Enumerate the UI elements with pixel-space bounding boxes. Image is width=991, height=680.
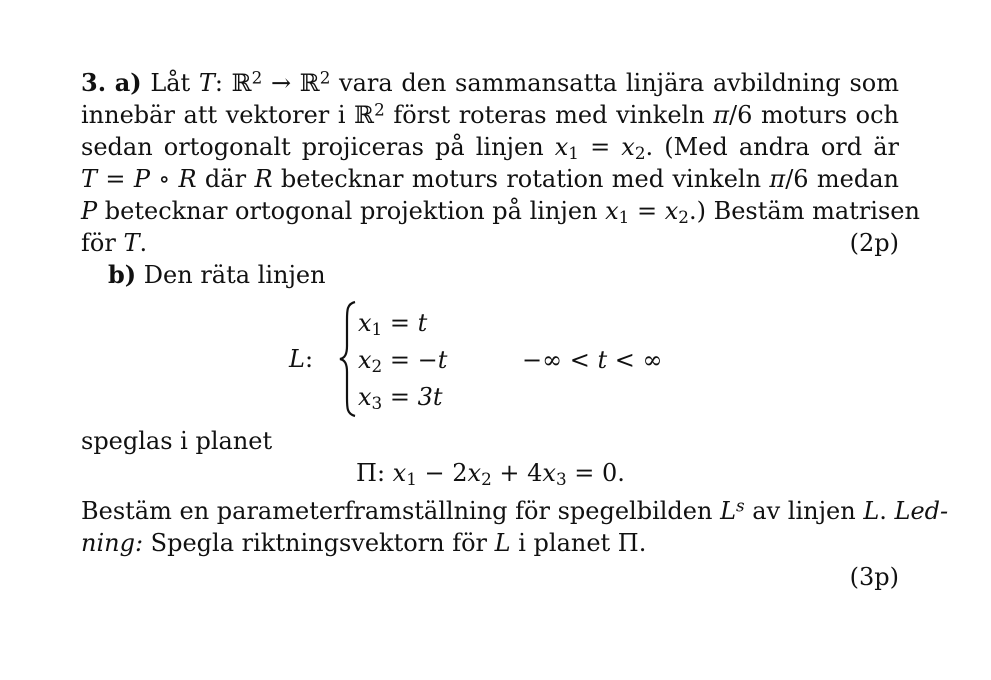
subscript: 1: [568, 143, 579, 164]
text: innebär att vektorer i ℝ: [81, 101, 375, 129]
system-name: [289, 343, 313, 375]
math-x: x: [392, 459, 407, 487]
text: betecknar moturs rotation med vinkeln: [272, 165, 770, 193]
plane-equation: [356, 457, 625, 489]
text: /6 moturs och: [729, 101, 900, 129]
superscript: 2: [251, 67, 263, 88]
text: .) Bestäm matrisen: [688, 197, 920, 225]
text: /6 medan: [785, 165, 899, 193]
subscript: 1: [406, 469, 417, 490]
math-T: T: [81, 165, 98, 193]
math-L: L: [863, 497, 880, 525]
text: .: [879, 497, 895, 525]
text: → ℝ: [262, 69, 320, 97]
text: Spegla riktningsvektorn för: [143, 529, 495, 557]
text: =: [97, 165, 134, 193]
part-b-points: (3p): [849, 563, 899, 591]
math-R: R: [254, 165, 273, 193]
text: för: [81, 229, 124, 257]
subscript: 2: [678, 207, 689, 228]
math-x: x: [467, 459, 482, 487]
math-P: P: [81, 197, 98, 225]
math-T: T: [198, 69, 215, 97]
math-R: R: [178, 165, 197, 193]
math-P: P: [133, 165, 150, 193]
text: där: [196, 165, 255, 193]
part-a-line-3: [81, 131, 899, 163]
math-x: x: [605, 197, 619, 225]
equation-rhs: = 3t: [382, 383, 443, 411]
math-x: x: [554, 133, 569, 161]
text: :: [304, 345, 314, 373]
math-L: L: [494, 529, 511, 557]
part-a-line-4: [81, 163, 899, 195]
text: sedan ortogonalt projiceras på linjen: [81, 133, 555, 161]
subscript: 2: [371, 356, 383, 377]
equation-rhs: = t: [382, 309, 428, 337]
math-x: x: [664, 197, 679, 225]
math-x: x: [542, 459, 556, 487]
subscript: 2: [481, 469, 492, 490]
text: . (Med andra ord är: [645, 133, 899, 161]
part-b-intro: [108, 259, 808, 291]
math-T: T: [123, 229, 140, 257]
part-b-label: b): [108, 260, 137, 289]
part-a-line-1: [81, 67, 899, 99]
plane-name: Π: [356, 459, 377, 487]
left-brace: [337, 300, 359, 418]
text: Låt: [150, 69, 199, 97]
part-a-points: (2p): [849, 229, 899, 257]
part-a-line-5: [81, 195, 920, 228]
text: i planet Π.: [510, 529, 647, 557]
text: = 0.: [566, 459, 625, 487]
superscript: s: [736, 495, 745, 516]
math-L: L: [720, 497, 737, 525]
math-L: L: [289, 345, 305, 373]
hint-label: ning:: [81, 529, 144, 557]
math-x: x: [358, 346, 372, 374]
math-pi: π: [713, 101, 730, 129]
text: :: [376, 459, 393, 487]
part-a-label: a): [114, 68, 142, 97]
equation-3: [358, 381, 443, 413]
mirror-text: speglas i planet: [81, 427, 273, 455]
part-b-task-line-1: [81, 495, 949, 527]
text: .: [139, 229, 148, 257]
equation-2: [358, 344, 447, 376]
superscript: 2: [374, 99, 385, 120]
text: Bestäm en parameterframställning för spegelbilden: [81, 497, 721, 525]
subscript: 3: [555, 469, 567, 490]
math-x: x: [358, 309, 372, 337]
superscript: 2: [319, 67, 331, 88]
math-pi: π: [769, 165, 786, 193]
part-b-task-line-2: [81, 527, 899, 559]
subscript: 2: [634, 143, 646, 164]
subscript: 1: [371, 319, 383, 340]
equation-rhs: = −t: [382, 346, 448, 374]
text: ∘: [150, 165, 179, 193]
part-a-line-6: [81, 227, 899, 259]
text: − 2: [416, 459, 468, 487]
text: av linjen: [744, 497, 864, 525]
text: betecknar ortogonal projektion på linjen: [97, 197, 606, 225]
part-a-line-2: [81, 99, 899, 131]
text: =: [578, 133, 622, 161]
parameter-range: −∞ < t < ∞: [522, 346, 663, 374]
hint-label: Led-: [894, 497, 949, 525]
equation-1: [358, 307, 427, 339]
problem-number: 3.: [81, 68, 107, 97]
math-x: x: [358, 383, 372, 411]
math-x: x: [621, 133, 635, 161]
text: först roteras med vinkeln: [384, 101, 714, 129]
subscript: 3: [371, 393, 383, 414]
text: =: [629, 197, 665, 225]
text: : ℝ: [214, 69, 252, 97]
text: + 4: [491, 459, 543, 487]
subscript: 1: [618, 207, 630, 228]
text: Den räta linjen: [143, 261, 326, 289]
text: vara den sammansatta linjära avbildning som: [330, 69, 899, 97]
